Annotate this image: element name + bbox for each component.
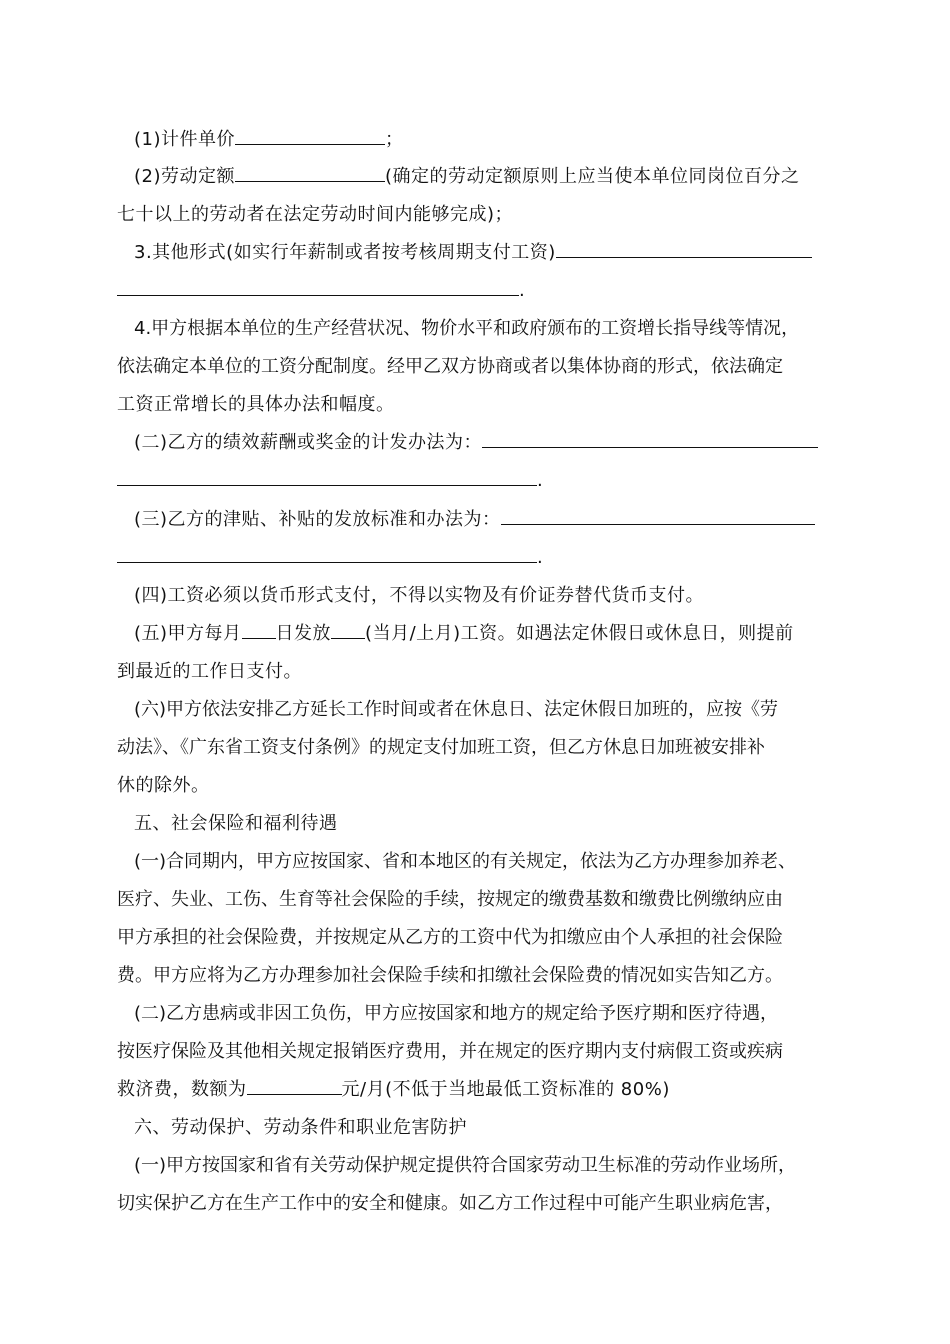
blank-underline (247, 1078, 342, 1095)
blank-underline (501, 508, 815, 525)
paragraph-line: 切实保护乙方在生产工作中的安全和健康。如乙方工作过程中可能产生职业病危害， (117, 1193, 783, 1214)
piece-rate-line: (1)计件单价 ； (134, 129, 404, 150)
paragraph-line: 按医疗保险及其他相关规定报销医疗费用，并在规定的医疗期内支付病假工资或疾病 (117, 1041, 783, 1062)
blank-underline (235, 165, 385, 182)
blank-underline (242, 622, 276, 639)
blank-underline (117, 471, 537, 486)
paragraph-line: (四)工资必须以货币形式支付，不得以实物及有价证券替代货币支付。 (134, 585, 705, 606)
paragraph-line: (二)乙方患病或非因工负伤，甲方应按国家和地方的规定给予医疗期和医疗待遇， (134, 1003, 779, 1024)
paragraph-line: (一)甲方按国家和省有关劳动保护规定提供符合国家劳动卫生标准的劳动作业场所， (134, 1155, 797, 1176)
payday-line: (五)甲方每月 日发放 (当月/上月)工资。如遇法定休假日或休息日，则提前 (134, 623, 794, 644)
blank-underline (331, 622, 365, 639)
paragraph-line: (一)合同期内，甲方应按国家、省和本地区的有关规定，依法为乙方办理参加养老、 (134, 851, 797, 872)
blank-underline (235, 128, 385, 145)
allowance-line: (三)乙方的津贴、补贴的发放标准和办法为： (134, 508, 854, 532)
paragraph-line: (六)甲方依法安排乙方延长工作时间或者在休息日、法定休假日加班的，应按《劳 (134, 699, 779, 720)
bonus-line: (二)乙方的绩效薪酬或奖金的计发办法为： (134, 431, 854, 455)
paragraph-line: 工资正常增长的具体办法和幅度。 (117, 394, 395, 415)
labor-quota-line: (2)劳动定额 (确定的劳动定额原则上应当使本单位同岗位百分之 (134, 166, 800, 187)
paragraph-line: 甲方承担的社会保险费，并按规定从乙方的工资中代为扣缴应由个人承担的社会保险 (117, 927, 783, 948)
section-heading: 五、社会保险和福利待遇 (134, 813, 338, 834)
blank-underline (482, 431, 818, 448)
paragraph-line: 动法》、《广东省工资支付条例》的规定支付加班工资，但乙方休息日加班被安排补 (117, 737, 765, 758)
paragraph-line: 医疗、失业、工伤、生育等社会保险的手续，按规定的缴费基数和缴费比例缴纳应由 (117, 889, 783, 910)
sick-pay-line: 救济费，数额为 元/月(不低于当地最低工资标准的 80%) (117, 1079, 670, 1100)
paragraph-line: 依法确定本单位的工资分配制度。经甲乙双方协商或者以集体协商的形式，依法确定 (117, 356, 783, 377)
other-form-line: 3.其他形式(如实行年薪制或者按考核周期支付工资) (134, 241, 854, 265)
blank-underline (556, 241, 812, 258)
blank-underline (117, 548, 537, 563)
blank-underline (117, 281, 519, 296)
paragraph-line: 4.甲方根据本单位的生产经营状况、物价水平和政府颁布的工资增长指导线等情况， (134, 318, 800, 339)
blank-continuation: . (117, 546, 543, 570)
paragraph-line: 七十以上的劳动者在法定劳动时间内能够完成)； (117, 204, 514, 225)
paragraph-line: 到最近的工作日支付。 (117, 661, 302, 682)
blank-continuation: . (117, 469, 543, 493)
section-heading: 六、劳动保护、劳动条件和职业危害防护 (134, 1117, 467, 1138)
paragraph-line: 费。甲方应将为乙方办理参加社会保险手续和扣缴社会保险费的情况如实告知乙方。 (117, 965, 783, 986)
paragraph-line: 休的除外。 (117, 775, 210, 796)
blank-continuation: . (117, 279, 525, 303)
